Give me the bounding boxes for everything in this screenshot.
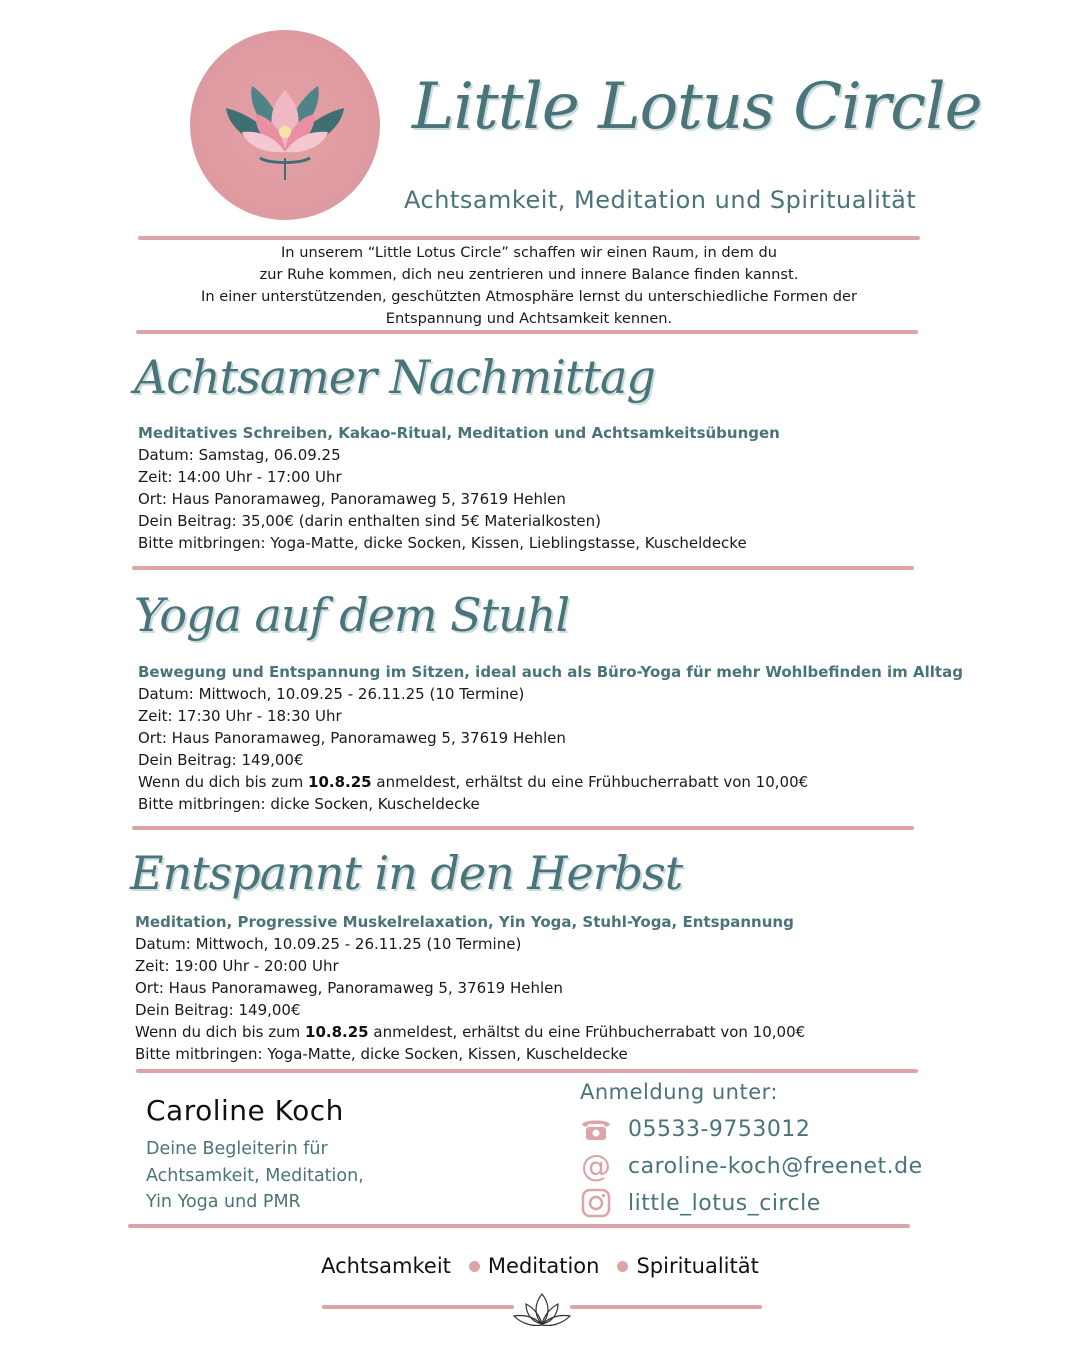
- intro-text: [140, 242, 918, 330]
- early-bird-date: 10.8.25: [308, 773, 372, 791]
- tagline-line: Achtsamkeit, Meditation,: [146, 1165, 364, 1186]
- phone-contact[interactable]: [578, 1112, 810, 1146]
- section-lead: Meditatives Schreiben, Kakao-Ritual, Meditation und Achtsamkeitsübungen: [138, 424, 780, 442]
- logo-circle: [190, 30, 380, 220]
- event-place: Ort: Haus Panoramaweg, Panoramaweg 5, 37619 Hehlen: [138, 490, 566, 508]
- early-bird-post: anmeldest, erhältst du eine Frühbucherrabatt von 10,00€: [368, 1023, 806, 1041]
- early-bird-pre: Wenn du dich bis zum: [138, 773, 309, 791]
- section-body-entspannt-in-den-herbst: [135, 911, 805, 1065]
- early-bird-date: 10.8.25: [305, 1023, 369, 1041]
- footer-rule-right: [570, 1305, 762, 1309]
- section-body-achtsamer-nachmittag: [138, 422, 780, 554]
- intro-line: In unserem “Little Lotus Circle” schaffen wir einen Raum, in dem du: [281, 244, 777, 261]
- phone-number[interactable]: 05533-9753012: [628, 1116, 811, 1142]
- footer-keywords: [0, 1254, 1080, 1278]
- event-place: Ort: Haus Panoramaweg, Panoramaweg 5, 37619 Hehlen: [138, 729, 566, 747]
- event-fee: Dein Beitrag: 35,00€ (darin enthalten sind 5€ Materialkosten): [138, 512, 601, 530]
- section-lead: Meditation, Progressive Muskelrelaxation, Yin Yoga, Stuhl-Yoga, Entspannung: [135, 913, 794, 931]
- footer-keyword: Achtsamkeit: [321, 1254, 451, 1278]
- dot-separator: [469, 1261, 480, 1272]
- section-title-entspannt-in-den-herbst: Entspannt in den Herbst: [130, 846, 683, 900]
- instagram-icon: [578, 1186, 614, 1220]
- early-bird-post: anmeldest, erhältst du eine Frühbucherrabatt von 10,00€: [371, 773, 809, 791]
- phone-icon: [578, 1112, 614, 1146]
- at-sign-icon: @: [581, 1148, 611, 1184]
- event-fee: Dein Beitrag: 149,00€: [135, 1001, 301, 1019]
- brand-subtitle: Achtsamkeit, Meditation und Spiritualität: [404, 186, 917, 214]
- divider-contact: [128, 1224, 910, 1228]
- tagline-line: Yin Yoga und PMR: [146, 1192, 301, 1212]
- divider-section-3: [136, 1069, 918, 1073]
- event-date: Datum: Mittwoch, 10.09.25 - 26.11.25 (10 Termine): [138, 685, 525, 703]
- section-body-yoga-auf-dem-stuhl: [138, 661, 963, 815]
- email-contact[interactable]: [578, 1149, 923, 1183]
- brand-title: Little Lotus Circle: [412, 70, 982, 144]
- event-time: Zeit: 19:00 Uhr - 20:00 Uhr: [135, 957, 339, 975]
- host-name: Caroline Koch: [146, 1094, 344, 1127]
- lotus-flower-icon: [190, 30, 380, 220]
- host-tagline: [146, 1136, 364, 1216]
- event-bring: Bitte mitbringen: dicke Socken, Kuscheldecke: [138, 795, 480, 813]
- intro-line: In einer unterstützenden, geschützten Atmosphäre lernst du unterschiedliche Formen der: [201, 288, 857, 305]
- section-title-yoga-auf-dem-stuhl: Yoga auf dem Stuhl: [134, 588, 570, 642]
- divider-section-2: [132, 826, 914, 830]
- tagline-line: Deine Begleiterin für: [146, 1139, 328, 1159]
- intro-line: zur Ruhe kommen, dich neu zentrieren und innere Balance finden kannst.: [259, 266, 799, 283]
- section-title-achtsamer-nachmittag: Achtsamer Nachmittag: [134, 350, 655, 404]
- event-time: Zeit: 14:00 Uhr - 17:00 Uhr: [138, 468, 342, 486]
- event-date: Datum: Mittwoch, 10.09.25 - 26.11.25 (10 Termine): [135, 935, 522, 953]
- footer-rule-left: [322, 1305, 514, 1309]
- register-label: Anmeldung unter:: [580, 1080, 778, 1104]
- event-place: Ort: Haus Panoramaweg, Panoramaweg 5, 37619 Hehlen: [135, 979, 563, 997]
- event-fee: Dein Beitrag: 149,00€: [138, 751, 304, 769]
- footer-keyword: Spiritualität: [636, 1254, 759, 1278]
- event-bring: Bitte mitbringen: Yoga-Matte, dicke Socken, Kissen, Lieblingstasse, Kuscheldecke: [138, 534, 747, 552]
- footer-keyword: Meditation: [487, 1254, 600, 1278]
- instagram-contact[interactable]: [578, 1186, 821, 1220]
- event-bring: Bitte mitbringen: Yoga-Matte, dicke Socken, Kissen, Kuscheldecke: [135, 1045, 628, 1063]
- event-date: Datum: Samstag, 06.09.25: [138, 446, 341, 464]
- instagram-handle[interactable]: little_lotus_circle: [628, 1190, 821, 1216]
- intro-line: Entspannung und Achtsamkeit kennen.: [385, 310, 673, 327]
- divider-top: [138, 236, 920, 240]
- early-bird-pre: Wenn du dich bis zum: [135, 1023, 306, 1041]
- section-lead: Bewegung und Entspannung im Sitzen, ideal auch als Büro-Yoga für mehr Wohlbefinden im Alltag: [138, 663, 963, 681]
- event-time: Zeit: 17:30 Uhr - 18:30 Uhr: [138, 707, 342, 725]
- event-early-bird: [138, 771, 963, 793]
- event-early-bird: [135, 1021, 805, 1043]
- divider-section-1: [132, 566, 914, 570]
- email-address[interactable]: caroline-koch@freenet.de: [628, 1153, 923, 1179]
- lotus-outline-icon: [512, 1290, 572, 1334]
- divider-intro: [136, 330, 918, 334]
- dot-separator: [617, 1261, 628, 1272]
